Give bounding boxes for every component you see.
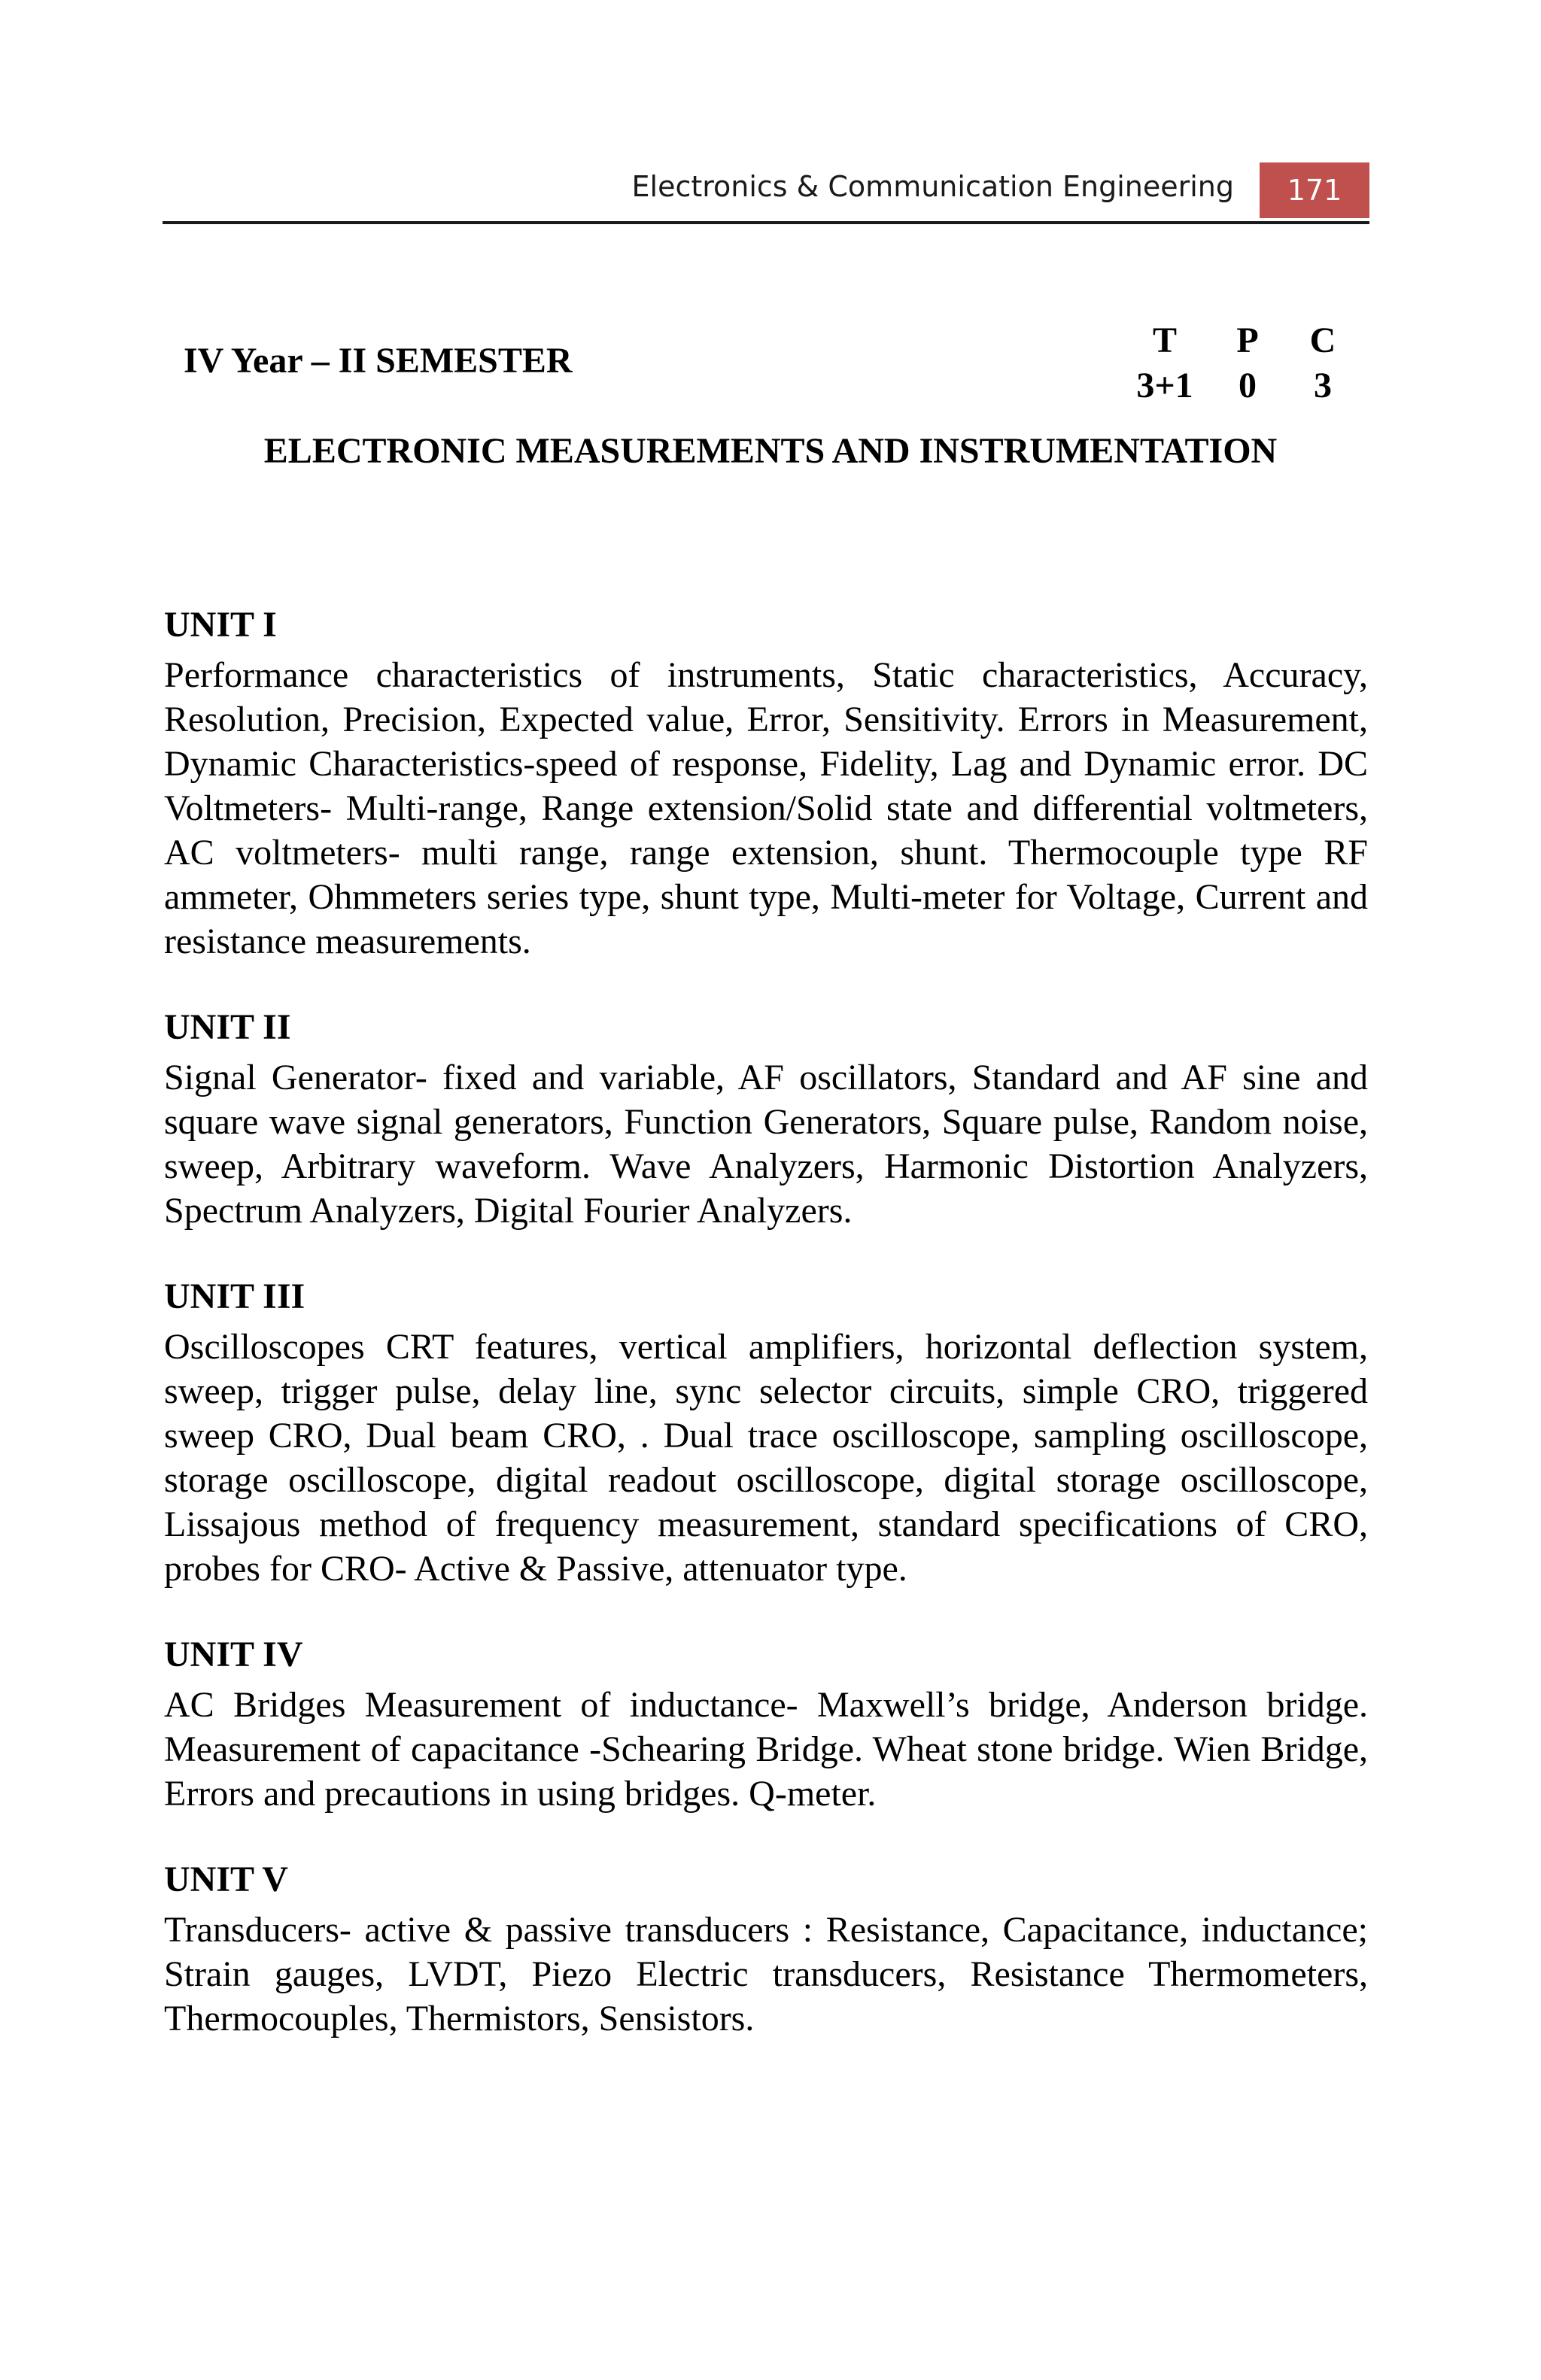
course-title: ELECTRONIC MEASUREMENTS AND INSTRUMENTATION — [263, 431, 1278, 471]
unit-section-3 — [164, 1273, 1368, 1591]
credits-value-p: 0 — [1239, 365, 1257, 405]
credits-value-row — [1120, 363, 1360, 408]
credits-table — [1120, 317, 1360, 408]
unit-heading: UNIT V — [164, 1859, 288, 1899]
unit-content: Transducers- active & passive transducers : Resistance, Capacitance, inductance; Strain gauges, LVDT, Piezo Electric transducers, Resistance Thermometers, Thermocouples, Thermistors, Sensistors. — [164, 1910, 1368, 2038]
unit-content: Oscilloscopes CRT features, vertical amplifiers, horizontal deflection system, sweep, trigger pulse, delay line, sync selector circuits, simple CRO, triggered sweep CRO, Dual beam CRO, . Dual trace oscilloscope, sampling oscilloscope, storage oscilloscope, digital readout oscilloscope, digital storage oscilloscope, Lissajous method of frequency measurement, standard specifications of CRO, probes for CRO- Active & Passive, attenuator type. — [164, 1327, 1368, 1589]
credits-value-c: 3 — [1314, 365, 1332, 405]
unit-section-4 — [164, 1632, 1368, 1816]
credits-header-t: T — [1152, 320, 1177, 360]
credits-value-t: 3+1 — [1136, 365, 1193, 405]
unit-section-1 — [164, 602, 1368, 964]
page-number-badge: 171 — [1260, 162, 1369, 218]
credits-header-c: C — [1309, 320, 1336, 360]
page-header — [163, 161, 1369, 224]
unit-heading: UNIT I — [164, 605, 277, 645]
unit-content: AC Bridges Measurement of inductance- Maxwell’s bridge, Anderson bridge. Measurement of capacitance -Schearing Bridge. Wheat stone bridge. Wien Bridge, Errors and precautions in using bridges. Q-meter. — [164, 1685, 1368, 1814]
unit-heading: UNIT III — [164, 1277, 305, 1316]
unit-section-2 — [164, 1004, 1368, 1233]
unit-content: Performance characteristics of instruments, Static characteristics, Accuracy, Resolution, Precision, Expected value, Error, Sensitivity. Errors in Measurement, Dynamic Characteristics-speed of response, Fidelity, Lag and Dynamic error. DC Voltmeters- Multi-range, Range extension/Solid state and differential voltmeters, AC voltmeters- multi range, range extension, shunt. Thermocouple type RF ammeter, Ohmmeters series type, shunt type, Multi-meter for Voltage, Current and resistance measurements. — [164, 655, 1368, 961]
unit-heading: UNIT II — [164, 1007, 291, 1047]
credits-header-row — [1120, 317, 1360, 363]
unit-heading: UNIT IV — [164, 1635, 303, 1674]
semester-label: IV Year – II SEMESTER — [184, 341, 573, 381]
credits-header-p: P — [1236, 320, 1259, 360]
unit-content: Signal Generator- fixed and variable, AF oscillators, Standard and AF sine and square wave signal generators, Function Generators, Square pulse, Random noise, sweep, Arbitrary waveform. Wave Analyzers, Harmonic Distortion Analyzers, Spectrum Analyzers, Digital Fourier Analyzers. — [164, 1058, 1368, 1231]
header-title: Electronics & Communication Engineering — [631, 170, 1234, 203]
syllabus-units — [164, 602, 1368, 2081]
unit-section-5 — [164, 1856, 1368, 2041]
